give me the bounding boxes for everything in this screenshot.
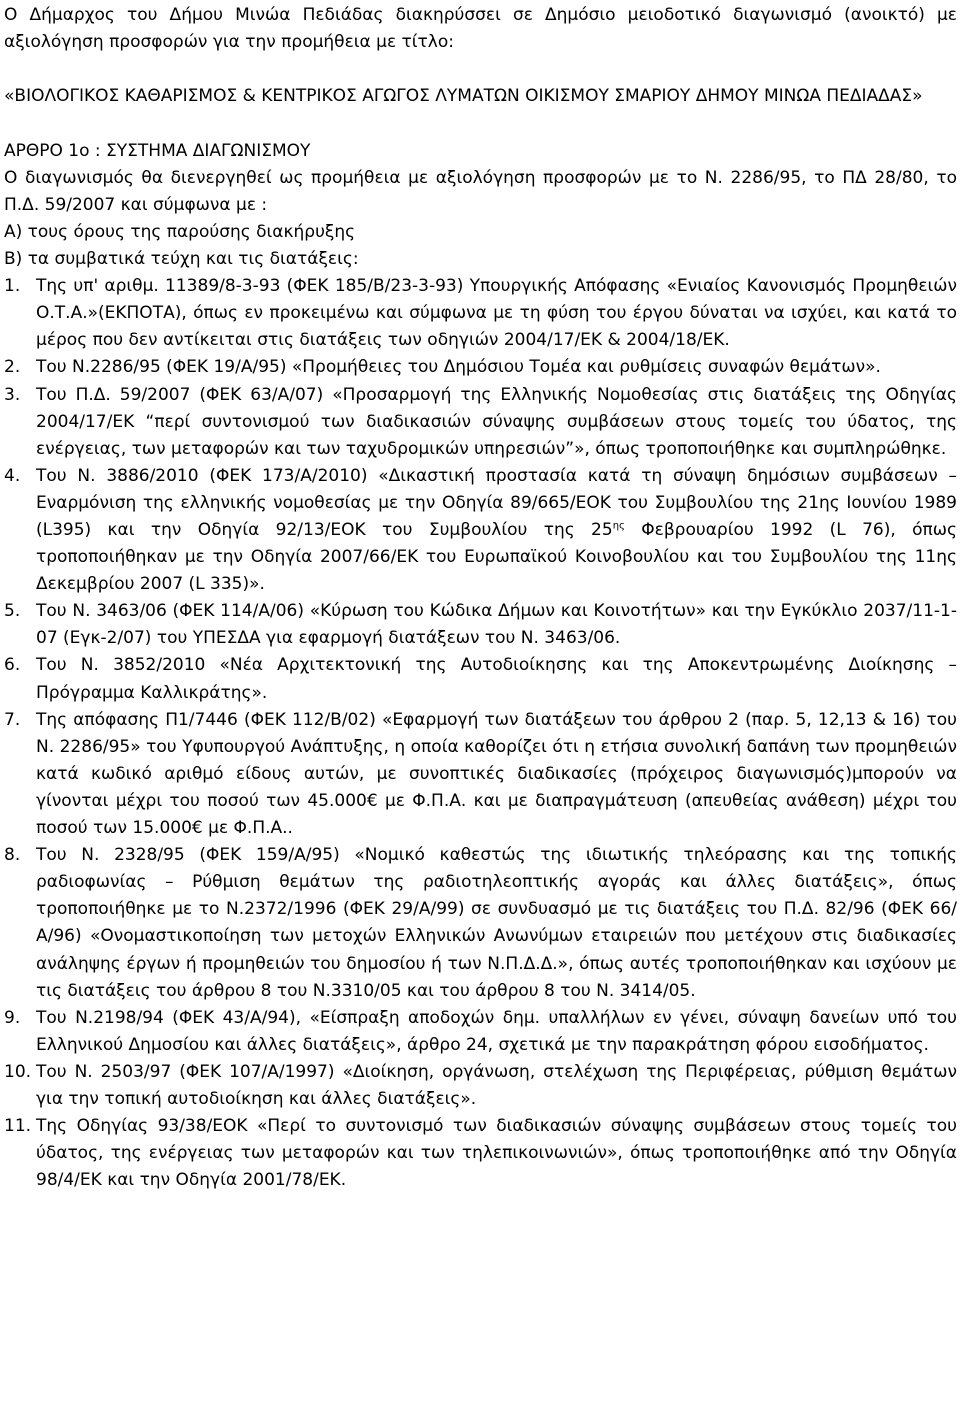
list-item <box>0 463 960 598</box>
list-item-text-part: Φεβρουαρίου 1992 (L 76), όπως τροποποιήθηκαν με την Οδηγία 2007/66/ΕΚ του Ευρωπαϊκού Κοινοβουλίου και του Συμβουλίου της 11ης Δεκεμβρίου 2007 (L 335)». <box>36 520 957 595</box>
list-item-number: 7. <box>4 709 21 730</box>
spacer <box>0 56 960 83</box>
list-item <box>0 1005 960 1059</box>
list-item-text-part: Του Ν. 3886/2010 (ΦΕΚ 173/Α/2010) «Δικαστική προστασία κατά τη σύναψη δημόσιων συμβάσεων – Εναρμόνιση της ελληνικής νομοθεσίας με την Οδηγία 89/665/ΕΟΚ του Συμβουλίου της 21ης Ιουνίου 1989 (L395) και την Οδηγία 92/13/ΕΟΚ του Συμβουλίου της 25 <box>36 465 957 540</box>
list-item <box>0 598 960 652</box>
list-item-number: 10. <box>4 1061 32 1082</box>
list-item-text: Της Οδηγίας 93/38/ΕΟΚ «Περί το συντονισμό των διαδικασιών σύναψης συμβάσεων στους τομείς του ύδατος, της ενέργειας των μεταφορών και των τηλεπικοινωνιών», όπως τροποποιήθηκε από την Οδηγία 98/4/ΕΚ και την Οδηγία 2001/78/ΕΚ. <box>36 1116 957 1191</box>
list-item-text: Της απόφασης Π1/7446 (ΦΕΚ 112/Β/02) «Εφαρμογή των διατάξεων του άρθρου 2 (παρ. 5, 12,13 & 16) του Ν. 2286/95» του Υφυπουργού Ανάπτυξης, η οποία καθορίζει ότι η ετήσια συνολική δαπάνη των προμηθειών κατά κωδικό αριθμό είδους αυτών, με συνοπτικές διαδικασίες (πρόχειρος διαγωνισμός)μπορούν να γίνονται μέχρι του ποσού των 45.000€ με Φ.Π.Α. και με διαπραγμάτευση (απευθείας ανάθεση) μέχρι του ποσού των 15.000€ με Φ.Π.Α.. <box>36 709 957 839</box>
legal-provisions-list <box>0 273 960 1194</box>
list-item-text: Του Ν. 2328/95 (ΦΕΚ 159/Α/95) «Νομικό καθεστώς της ιδιωτικής τηλεόρασης και της τοπικής ραδιοφωνίας – Ρύθμιση θεμάτων της ραδιοτηλεοπτικής αγοράς και άλλες διατάξεις», όπως τροποποιήθηκε με το Ν.2372/1996 (ΦΕΚ 29/Α/99) σε συνδυασμό με τις διατάξεις του Π.Δ. 82/96 (ΦΕΚ 66/Α/96) «Ονομαστικοποίηση των μετοχών Ελληνικών Ανωνύμων εταιρειών που μετέχουν στις διαδικασίες ανάληψης έργων ή προμηθειών του δημοσίου ή των Ν.Π.Δ.Δ.», όπως αυτές τροποποιήθηκαν και ισχύουν με τις διατάξεις του άρθρου 8 του Ν.3310/05 και του άρθρου 8 του Ν. 3414/05. <box>36 845 957 1001</box>
list-item <box>0 707 960 842</box>
list-item <box>0 273 960 354</box>
list-item <box>0 1059 960 1113</box>
list-item-number: 11. <box>4 1116 32 1137</box>
article-paragraph: Ο διαγωνισμός θα διενεργηθεί ως προμήθεια με αξιολόγηση προσφορών με το Ν. 2286/95, το ΠΔ 28/80, το Π.Δ. 59/2007 και σύμφωνα με : <box>4 167 957 215</box>
list-item-text: Της υπ' αριθμ. 11389/8-3-93 (ΦΕΚ 185/Β/23-3-93) Υπουργικής Απόφασης «Ενιαίος Κανονισμός Προμηθειών Ο.Τ.Α.»(ΕΚΠΟΤΑ), όπως εν προκειμένω και σύμφωνα με τη φύση του έργου δύναται να ισχύει, και κατά το μέρος που δεν αντίκειται στις διατάξεις των οδηγιών 2004/17/ΕΚ & 2004/18/ΕΚ. <box>36 276 957 351</box>
list-item-text: Του Π.Δ. 59/2007 (ΦΕΚ 63/Α/07) «Προσαρμογή της Ελληνικής Νομοθεσίας στις διατάξεις της Οδηγίας 2004/17/ΕΚ “περί συντονισμού των διαδικασιών σύναψης συμβάσεων στους τομείς του ύδατος, της ενέργειας, των μεταφορών και των ταχυδρομικών υπηρεσιών”», όπως τροποποιήθηκε και συμπληρώθηκε. <box>36 384 957 459</box>
list-item-number: 4. <box>4 465 21 486</box>
list-item-text: Του Ν.2198/94 (ΦΕΚ 43/Α/94), «Είσπραξη αποδοχών δημ. υπαλλήλων εν γένει, σύναψη δανείων υπό του Ελληνικού Δημοσίου και άλλες διατάξεις», άρθρο 24, σχετικά με την παρακράτηση φόρου εισοδήματος. <box>36 1007 957 1055</box>
list-item-number: 3. <box>4 384 21 405</box>
list-item-number: 2. <box>4 357 21 378</box>
list-item-text: Του Ν.2286/95 (ΦΕΚ 19/Α/95) «Προμήθειες του Δημόσιου Τομέα και ρυθμίσεις συναφών θεμάτων». <box>36 357 881 378</box>
ordinal-superscript: ης <box>612 520 625 532</box>
list-item-text: Του Ν. 3852/2010 «Νέα Αρχιτεκτονική της Αυτοδιοίκησης και της Αποκεντρωμένης Διοίκησης – Πρόγραμμα Καλλικράτης». <box>36 655 957 703</box>
list-item-text <box>36 463 957 598</box>
list-item <box>0 652 960 706</box>
list-item-number: 6. <box>4 655 21 676</box>
intro-paragraph: Ο Δήμαρχος του Δήμου Μινώα Πεδιάδας διακηρύσσει σε Δημόσιο μειοδοτικό διαγωνισμό (ανοικτό) με αξιολόγηση προσφορών για την προμήθεια με τίτλο: <box>4 5 957 53</box>
list-item-number: 8. <box>4 845 21 866</box>
clause-b: Β) τα συμβατικά τεύχη και τις διατάξεις: <box>4 249 359 270</box>
list-item <box>0 382 960 463</box>
list-item-text: Του Ν. 2503/97 (ΦΕΚ 107/Α/1997) «Διοίκηση, οργάνωση, στελέχωση της Περιφέρειας, ρύθμιση θεμάτων για την τοπική αυτοδιοίκηση και άλλες διατάξεις». <box>36 1061 957 1109</box>
article-heading: ΑΡΘΡΟ 1ο : ΣΥΣΤΗΜΑ ΔΙΑΓΩΝΙΣΜΟΥ <box>4 140 311 161</box>
list-item <box>0 354 960 381</box>
spacer <box>0 111 960 138</box>
list-item <box>0 842 960 1005</box>
list-item-number: 1. <box>4 276 21 297</box>
list-item-number: 9. <box>4 1007 21 1028</box>
list-item-number: 5. <box>4 601 21 622</box>
list-item <box>0 1113 960 1194</box>
clause-a: Α) τους όρους της παρούσης διακήρυξης <box>4 221 356 242</box>
list-item-text: Του Ν. 3463/06 (ΦΕΚ 114/Α/06) «Κύρωση του Κώδικα Δήμων και Κοινοτήτων» και την Εγκύκλιο 2037/11-1-07 (Εγκ-2/07) του ΥΠΕΣΔΑ για εφαρμογή διατάξεων του Ν. 3463/06. <box>36 601 957 649</box>
tender-title: «ΒΙΟΛΟΓΙΚΟΣ ΚΑΘΑΡΙΣΜΟΣ & ΚΕΝΤΡΙΚΟΣ ΑΓΩΓΟΣ ΛΥΜΑΤΩΝ ΟΙΚΙΣΜΟΥ ΣΜΑΡΙΟΥ ΔΗΜΟΥ ΜΙΝΩΑ ΠΕΔΙΑΔΑΣ» <box>4 86 923 107</box>
